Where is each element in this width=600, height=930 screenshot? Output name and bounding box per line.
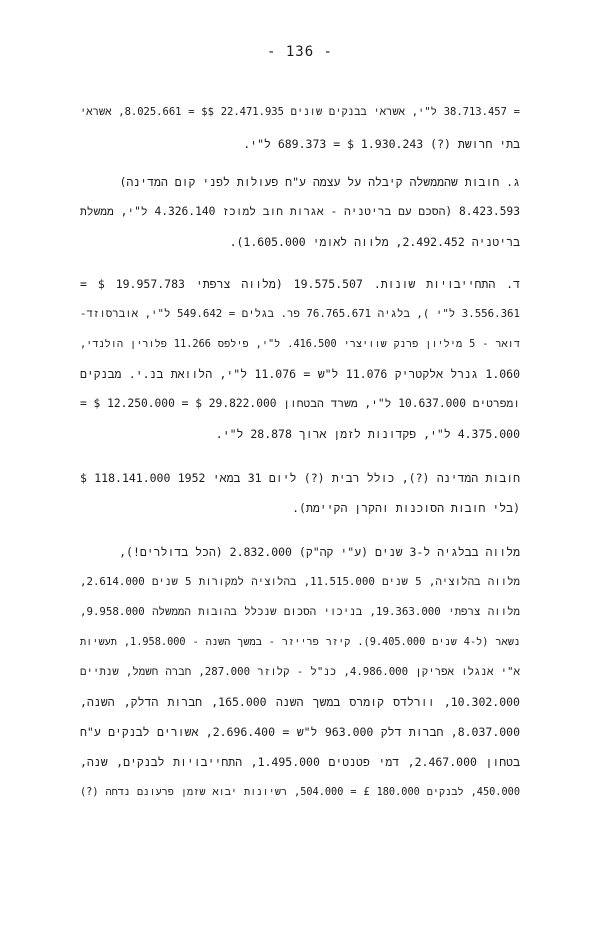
text-line: מלווה בהלוציה, 5 שנים 11.515.000, בהלוציה למקורות 5 שנים 2.614.000, bbox=[80, 575, 520, 588]
text-line: בתי חרושת (?) 1.930.243 $ = 689.373 ל"י. bbox=[243, 137, 520, 151]
text-line: (בלי חובות הסוכנות והקרן הקיימת). bbox=[292, 501, 520, 515]
text-line: ד. התחייבויות שונות. 19.575.507 (מלווה צרפתי 19.957.783 $ = bbox=[80, 277, 520, 291]
text-line: מלווה בבלגיה ל-3 שנים (ע"י קה"ק) 2.832.000 (הכל בדולרים!), bbox=[119, 545, 520, 559]
text-line: 8.037.000, חברות דלק 963.000 ל"ש = 2.696.400, אשורים לבנקים ע"ח bbox=[80, 725, 521, 739]
text-line: חובות המדינה (?), כולל רבית (?) ליום 31 במאי 1952 118.141.000 $ bbox=[80, 471, 520, 485]
text-line: ג. חובות שהממשלה קיבלה על עצמה ע"ח פעולות לפני קום המדינה) bbox=[119, 175, 520, 189]
text-line: מלווה צרפתי 19.363.000, בניכוי הסכום שנכלל בהובות הממשלה 9.958.000, bbox=[80, 605, 520, 618]
text-line: 3.556.361 ל"י ), בלגיה 76.765.671 פר. בגלים = 549.642 ל"י, אוברסוזד- bbox=[80, 307, 520, 320]
text-line: בריטניה 2.492.452, מלווה לאומי 1.605.000). bbox=[229, 235, 520, 249]
page-number: - 136 - bbox=[266, 44, 333, 60]
text-line: 8.423.593 (הסכם עם בריטניה - אגרות חוב למוכז 4.326.140 ל"י, ממשלת bbox=[80, 205, 520, 218]
text-line: 1.060 גנרל אלקטריק 11.076 ל"ש = 11.076 ל"י, הלוואת בנ.י. מבנקים bbox=[80, 367, 521, 381]
text-line: 10.302.000, וורלדס קומרס במשך השנה 165.000, חברות הדלק, השנה, bbox=[80, 695, 520, 709]
text-line: = 38.713.457 ל"י, אשראי בבנקים שונים 22.471.935 $$ = 8.025.661, אשראי bbox=[80, 106, 520, 118]
text-line: 4.375.000 ל"י, פקדונות לזמן ארוך 28.878 ל"י. bbox=[215, 427, 520, 441]
text-line: דואר - 5 מיליון פרנק שוויצרי 416.500. ל"י, פילפס 11.266 פלורין הולנדי, bbox=[80, 338, 520, 350]
text-line: בטחון 2.467.000, דמי פטנטים 1.495.000, התחייבויות לבנקים, שנה, bbox=[80, 755, 520, 769]
text-line: א"י אנגלו אפריקן 4.986.000, כנ"ל - קלוזר 287.000, חברה חשמל, שנתיים bbox=[80, 665, 520, 678]
text-line: 450.000, לבנקים 180.000 £ = 504.000, רשיונות יבוא שזמן פרעונם נדחה (?) bbox=[80, 786, 520, 798]
text-line: נשאר (ל-4 שנים 9.405.000). קיזר פרייזר - במשך השנה - 1.958.000, תעשיות bbox=[80, 636, 521, 648]
text-line: ומפרטים 10.637.000 ל"י, משרד הבטחון 29.822.000 $ = 12.250.000 $ = bbox=[80, 397, 521, 410]
